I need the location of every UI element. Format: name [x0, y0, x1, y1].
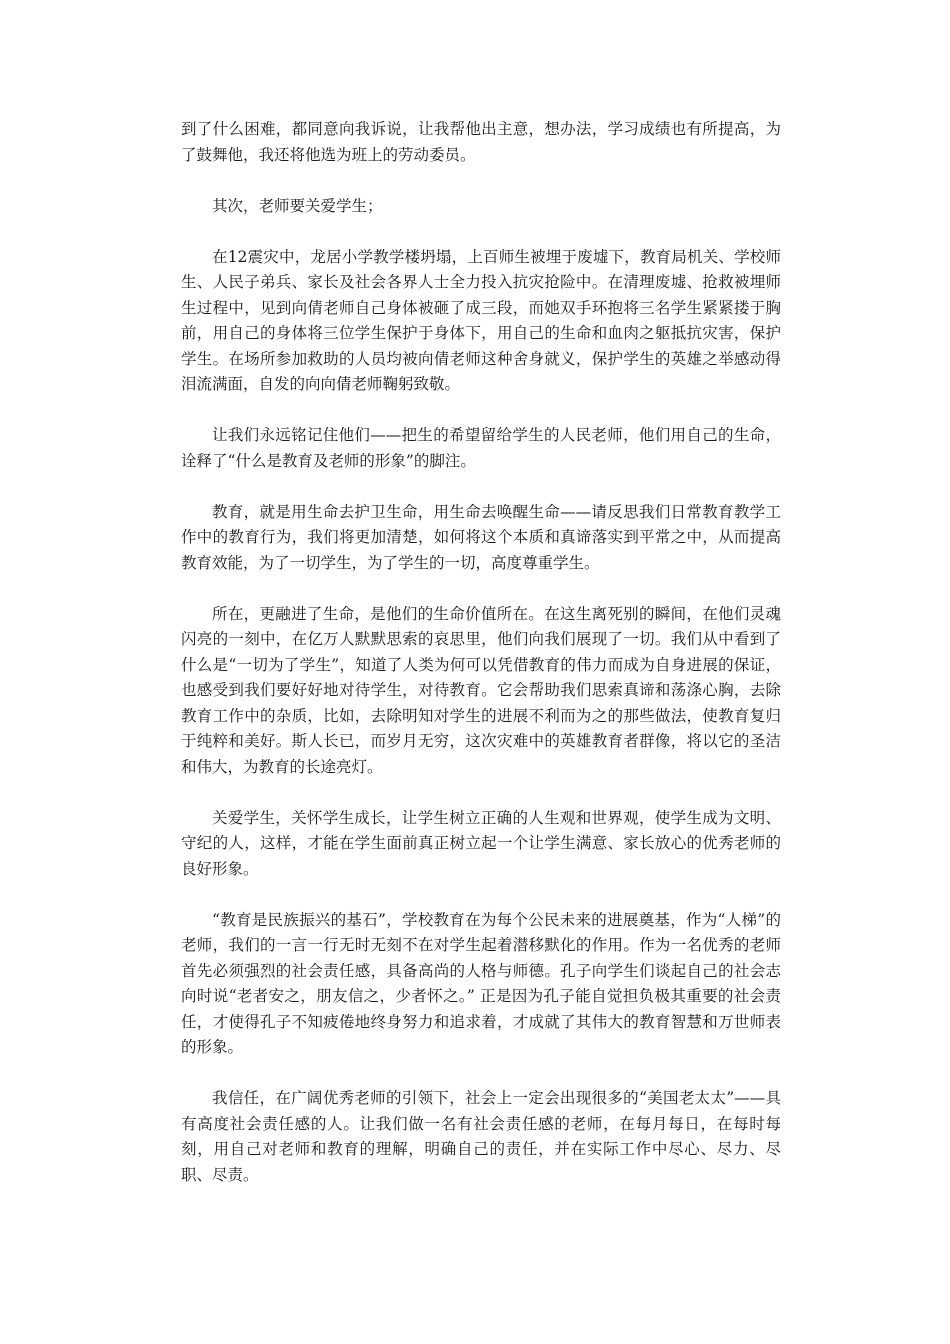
- paragraph-care-students: 关爱学生，关怀学生成长，让学生树立正确的人生观和世界观，使学生成为文明、守纪的人，这样，才能在学生面前真正树立起一个让学生满意、家长放心的优秀老师的良好形象。: [181, 808, 781, 878]
- document-body: [181, 117, 781, 1214]
- paragraph-continuation: 到了什么困难，都同意向我诉说，让我帮他出主意，想办法，学习成绩也有所提高，为了鼓舞他，我还将他选为班上的劳动委员。: [181, 120, 781, 164]
- paragraph-education-life: 教育，就是用生命去护卫生命，用生命去唤醒生命——请反思我们日常教育教学工作中的教育行为，我们将更加清楚，如何将这个本质和真谛落实到平常之中，从而提高教育效能，为了一切学生，为了学生的一切，高度尊重学生。: [181, 502, 781, 572]
- paragraph-heading-care: 其次，老师要关爱学生；: [212, 196, 383, 215]
- paragraph-cornerstone: “教育是民族振兴的基石”，学校教育在为每个公民未来的进展奠基，作为“人梯”的老师，我们的一言一行无时无刻不在对学生起着潜移默化的作用。作为一名优秀的老师首先必须强烈的社会责任感，具备高尚的人格与师德。孔子向学生们谈起自己的社会志向时说“老者安之，朋友信之，少者怀之。” 正是因为孔子能自觉担负极其重要的社会责任，才使得孔子不知疲倦地终身努力和追求着，才成就了其伟大的教育智慧和万世师表的形象。: [181, 910, 781, 1056]
- paragraph-conclusion: 我信任，在广阔优秀老师的引领下，社会上一定会出现很多的“美国老太太”——具有高度社会责任感的人。让我们做一名有社会责任感的老师，在每月每日，在每时每刻，用自己对老师和教育的理解，明确自己的责任，并在实际工作中尽心、尽力、尽职、尽责。: [181, 1089, 781, 1184]
- paragraph-remember: 让我们永远铭记住他们——把生的希望留给学生的人民老师，他们用自己的生命，诠释了“什么是教育及老师的形象”的脚注。: [181, 426, 781, 470]
- paragraph-earthquake-story: 在12震灾中，龙居小学教学楼坍塌，上百师生被埋于废墟下，教育局机关、学校师生、人民子弟兵、家长及社会各界人士全力投入抗灾抢险中。在清理废墟、抢救被埋师生过程中，见到向倩老师自己身体被砸了成三段，而她双手环抱将三名学生紧紧搂于胸前，用自己的身体将三位学生保护于身体下，用自己的生命和血肉之躯抵抗灾害，保护学生。在场所参加救助的人员均被向倩老师这种舍身就义，保护学生的英雄之举感动得泪流满面，自发的向向倩老师鞠躬致敬。: [181, 247, 781, 393]
- paragraph-life-value: 所在，更融进了生命，是他们的生命价值所在。在这生离死别的瞬间，在他们灵魂闪亮的一刻中，在亿万人默默思索的哀思里，他们向我们展现了一切。我们从中看到了什么是“一切为了学生”，知道了人类为何可以凭借教育的伟力而成为自身进展的保证，也感受到我们要好好地对待学生，对待教育。它会帮助我们思索真谛和荡涤心胸，去除教育工作中的杂质，比如，去除明知对学生的进展不利而为之的那些做法，使教育复归于纯粹和美好。斯人长已，而岁月无穷，这次灾难中的英雄教育者群像，将以它的圣洁和伟大，为教育的长途亮灯。: [181, 604, 781, 776]
